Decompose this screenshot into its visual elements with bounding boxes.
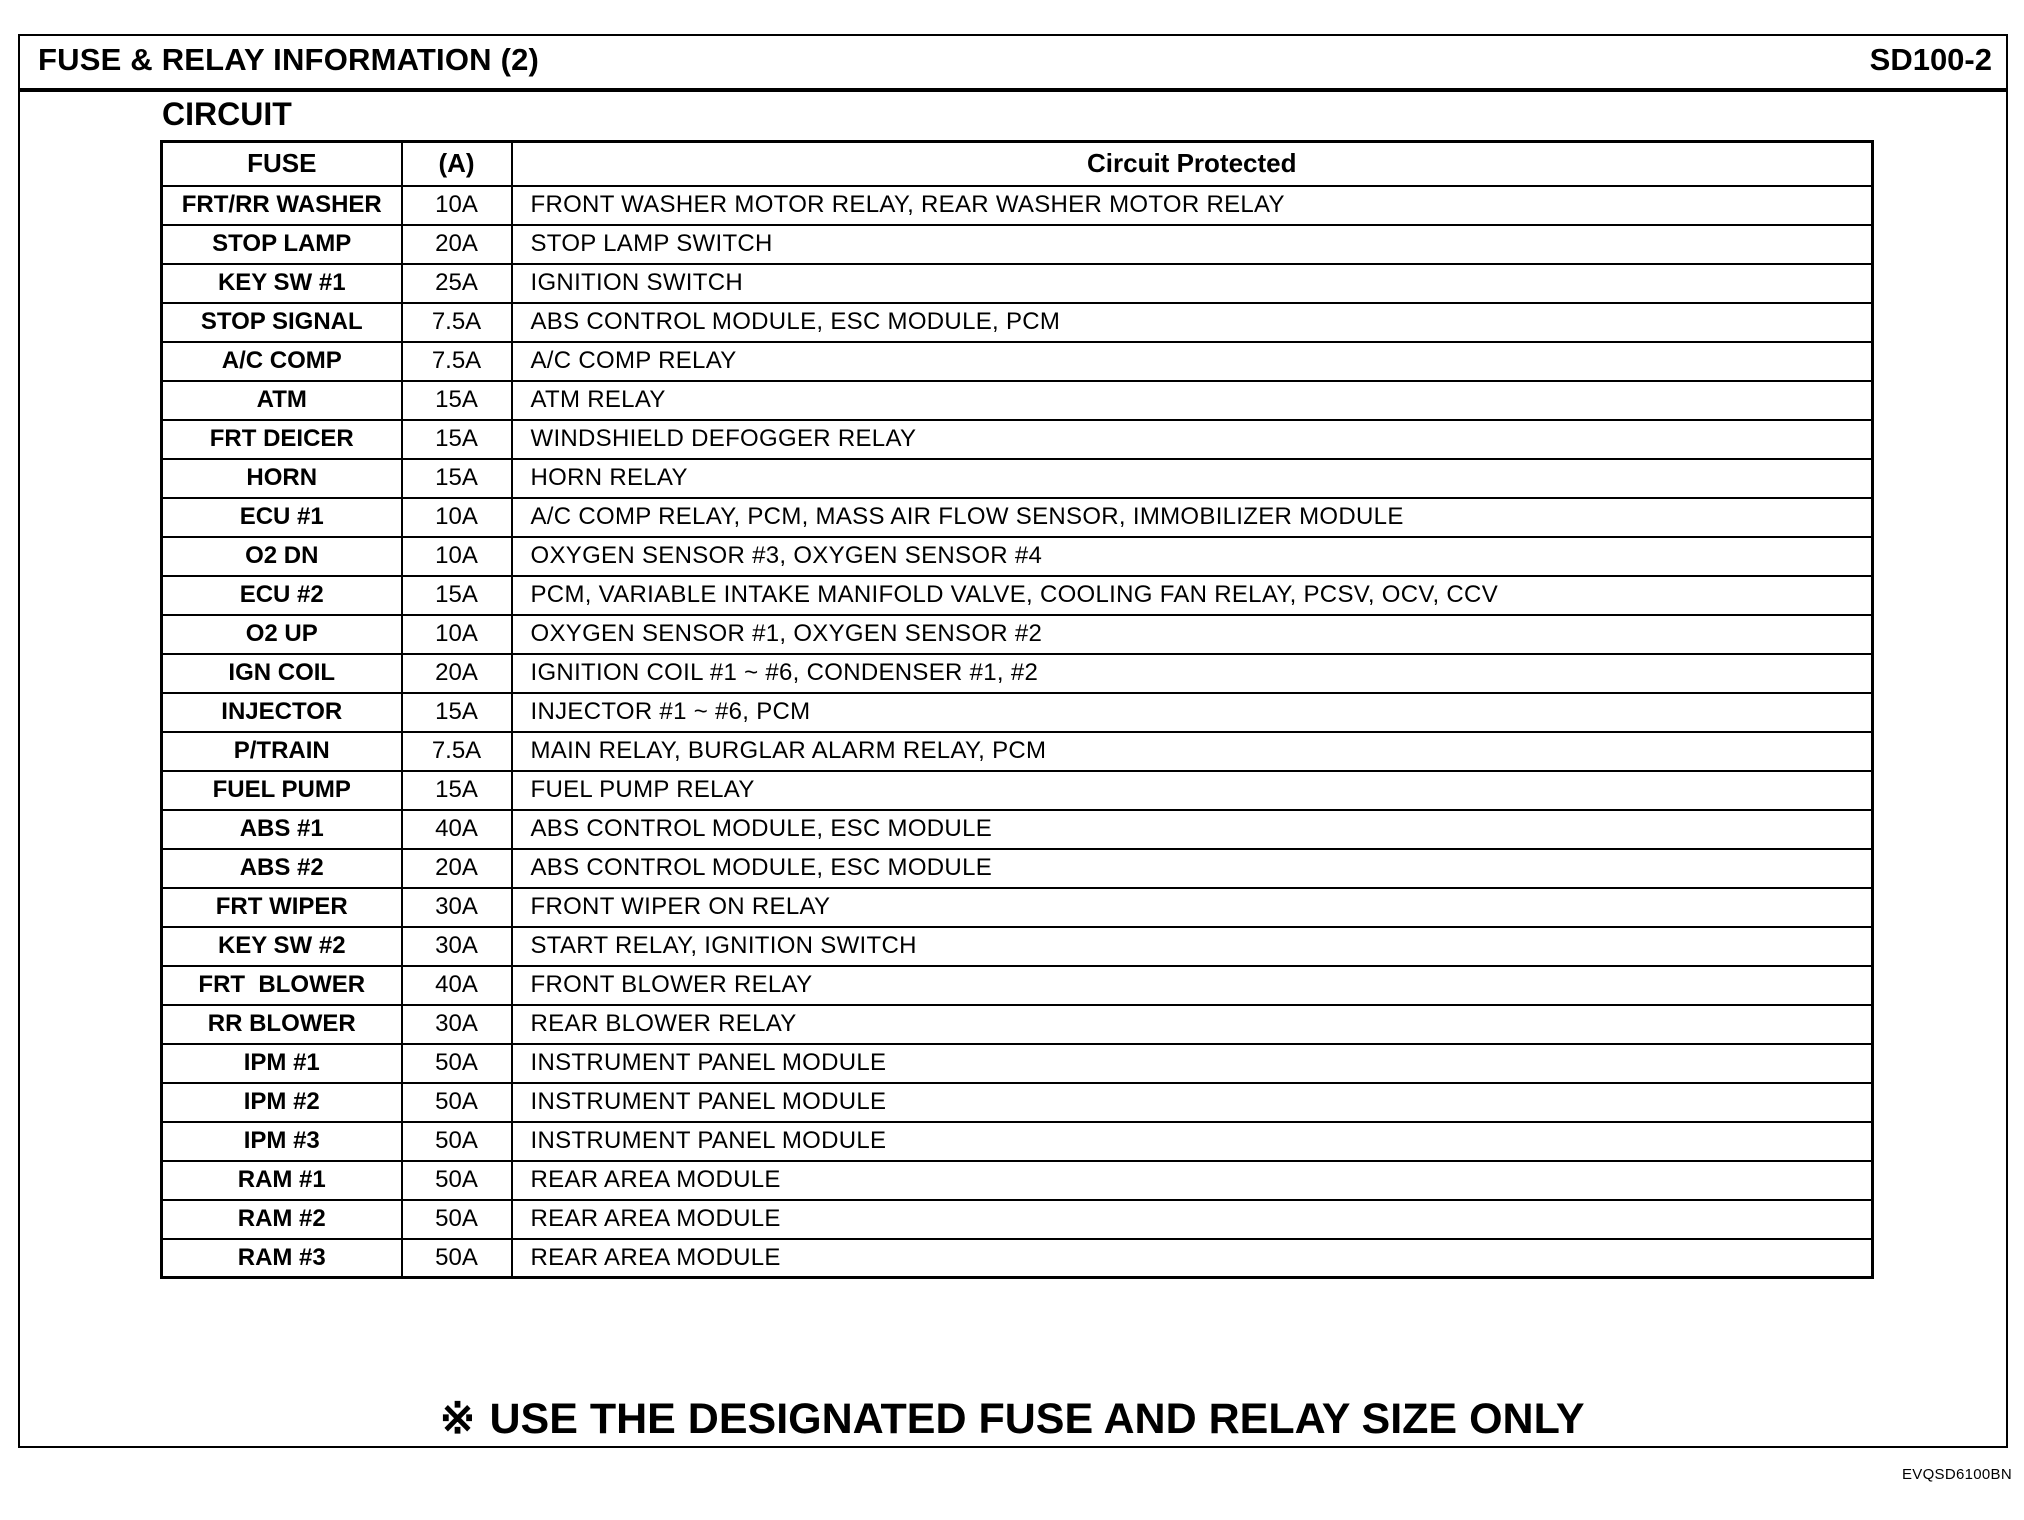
table-row <box>162 849 1873 888</box>
fuse-name-cell: FRT/RR WASHER <box>162 186 402 225</box>
fuse-name-cell: FRT WIPER <box>162 888 402 927</box>
fuse-name-cell: A/C COMP <box>162 342 402 381</box>
page-code: SD100-2 <box>1869 42 1992 77</box>
circuit-cell: REAR AREA MODULE <box>512 1200 1873 1239</box>
column-header-amperage: (A) <box>402 142 512 186</box>
circuit-cell: REAR AREA MODULE <box>512 1239 1873 1278</box>
amperage-cell: 15A <box>402 693 512 732</box>
circuit-cell: HORN RELAY <box>512 459 1873 498</box>
amperage-cell: 15A <box>402 576 512 615</box>
fuse-table <box>160 140 1874 1279</box>
fuse-name-cell: FRT BLOWER <box>162 966 402 1005</box>
amperage-cell: 15A <box>402 771 512 810</box>
fuse-name-cell: STOP SIGNAL <box>162 303 402 342</box>
circuit-cell: FRONT WIPER ON RELAY <box>512 888 1873 927</box>
circuit-cell: REAR AREA MODULE <box>512 1161 1873 1200</box>
table-row <box>162 1005 1873 1044</box>
circuit-cell: INSTRUMENT PANEL MODULE <box>512 1044 1873 1083</box>
fuse-name-cell: RAM #1 <box>162 1161 402 1200</box>
circuit-cell: START RELAY, IGNITION SWITCH <box>512 927 1873 966</box>
column-header-circuit: Circuit Protected <box>512 142 1873 186</box>
table-row <box>162 459 1873 498</box>
table-row <box>162 654 1873 693</box>
column-header-fuse: FUSE <box>162 142 402 186</box>
table-row <box>162 342 1873 381</box>
fuse-name-cell: P/TRAIN <box>162 732 402 771</box>
table-row <box>162 1239 1873 1278</box>
fuse-name-cell: ABS #2 <box>162 849 402 888</box>
table-row <box>162 537 1873 576</box>
table-row <box>162 1044 1873 1083</box>
table-row <box>162 966 1873 1005</box>
circuit-cell: OXYGEN SENSOR #1, OXYGEN SENSOR #2 <box>512 615 1873 654</box>
fuse-name-cell: ECU #2 <box>162 576 402 615</box>
page-header <box>20 34 2008 92</box>
table-body <box>162 186 1873 1278</box>
table-row <box>162 264 1873 303</box>
amperage-cell: 25A <box>402 264 512 303</box>
fuse-name-cell: RAM #3 <box>162 1239 402 1278</box>
amperage-cell: 20A <box>402 849 512 888</box>
circuit-cell: STOP LAMP SWITCH <box>512 225 1873 264</box>
circuit-cell: FRONT WASHER MOTOR RELAY, REAR WASHER MOTOR RELAY <box>512 186 1873 225</box>
fuse-name-cell: KEY SW #1 <box>162 264 402 303</box>
amperage-cell: 30A <box>402 927 512 966</box>
table-row <box>162 1200 1873 1239</box>
reference-mark-icon: ※ <box>439 1395 476 1443</box>
fuse-name-cell: IGN COIL <box>162 654 402 693</box>
circuit-cell: IGNITION SWITCH <box>512 264 1873 303</box>
table-row <box>162 810 1873 849</box>
fuse-name-cell: KEY SW #2 <box>162 927 402 966</box>
fuse-name-cell: ECU #1 <box>162 498 402 537</box>
amperage-cell: 50A <box>402 1044 512 1083</box>
amperage-cell: 20A <box>402 225 512 264</box>
section-title: CIRCUIT <box>162 96 292 132</box>
amperage-cell: 15A <box>402 381 512 420</box>
table-row <box>162 693 1873 732</box>
amperage-cell: 40A <box>402 810 512 849</box>
table-row <box>162 1161 1873 1200</box>
circuit-cell: INJECTOR #1 ~ #6, PCM <box>512 693 1873 732</box>
fuse-name-cell: HORN <box>162 459 402 498</box>
amperage-cell: 7.5A <box>402 342 512 381</box>
circuit-cell: OXYGEN SENSOR #3, OXYGEN SENSOR #4 <box>512 537 1873 576</box>
circuit-cell: IGNITION COIL #1 ~ #6, CONDENSER #1, #2 <box>512 654 1873 693</box>
table-row <box>162 303 1873 342</box>
fuse-name-cell: RAM #2 <box>162 1200 402 1239</box>
amperage-cell: 10A <box>402 615 512 654</box>
page-title: FUSE & RELAY INFORMATION (2) <box>38 42 540 77</box>
fuse-name-cell: IPM #1 <box>162 1044 402 1083</box>
amperage-cell: 10A <box>402 537 512 576</box>
amperage-cell: 50A <box>402 1122 512 1161</box>
fuse-name-cell: ABS #1 <box>162 810 402 849</box>
circuit-cell: A/C COMP RELAY <box>512 342 1873 381</box>
amperage-cell: 40A <box>402 966 512 1005</box>
circuit-cell: ABS CONTROL MODULE, ESC MODULE, PCM <box>512 303 1873 342</box>
amperage-cell: 15A <box>402 420 512 459</box>
table-row <box>162 888 1873 927</box>
fuse-name-cell: INJECTOR <box>162 693 402 732</box>
amperage-cell: 30A <box>402 888 512 927</box>
amperage-cell: 30A <box>402 1005 512 1044</box>
table-row <box>162 420 1873 459</box>
table-row <box>162 1122 1873 1161</box>
fuse-name-cell: ATM <box>162 381 402 420</box>
fuse-name-cell: O2 UP <box>162 615 402 654</box>
amperage-cell: 50A <box>402 1161 512 1200</box>
fuse-name-cell: STOP LAMP <box>162 225 402 264</box>
table-row <box>162 771 1873 810</box>
table-row <box>162 381 1873 420</box>
fuse-name-cell: IPM #2 <box>162 1083 402 1122</box>
fuse-name-cell: FRT DEICER <box>162 420 402 459</box>
notice-text: USE THE DESIGNATED FUSE AND RELAY SIZE ONLY <box>489 1395 1585 1443</box>
circuit-cell: A/C COMP RELAY, PCM, MASS AIR FLOW SENSOR, IMMOBILIZER MODULE <box>512 498 1873 537</box>
circuit-cell: REAR BLOWER RELAY <box>512 1005 1873 1044</box>
table-row <box>162 615 1873 654</box>
circuit-cell: FUEL PUMP RELAY <box>512 771 1873 810</box>
table-row <box>162 927 1873 966</box>
circuit-cell: INSTRUMENT PANEL MODULE <box>512 1122 1873 1161</box>
circuit-cell: MAIN RELAY, BURGLAR ALARM RELAY, PCM <box>512 732 1873 771</box>
fuse-name-cell: RR BLOWER <box>162 1005 402 1044</box>
circuit-cell: ABS CONTROL MODULE, ESC MODULE <box>512 849 1873 888</box>
table-row <box>162 186 1873 225</box>
table-row <box>162 225 1873 264</box>
circuit-cell: FRONT BLOWER RELAY <box>512 966 1873 1005</box>
amperage-cell: 50A <box>402 1083 512 1122</box>
table-row <box>162 732 1873 771</box>
amperage-cell: 7.5A <box>402 303 512 342</box>
table-row <box>162 1083 1873 1122</box>
amperage-cell: 50A <box>402 1239 512 1278</box>
amperage-cell: 15A <box>402 459 512 498</box>
amperage-cell: 10A <box>402 498 512 537</box>
table-row <box>162 498 1873 537</box>
fuse-name-cell: FUEL PUMP <box>162 771 402 810</box>
fuse-name-cell: IPM #3 <box>162 1122 402 1161</box>
circuit-cell: ABS CONTROL MODULE, ESC MODULE <box>512 810 1873 849</box>
circuit-cell: WINDSHIELD DEFOGGER RELAY <box>512 420 1873 459</box>
fuse-name-cell: O2 DN <box>162 537 402 576</box>
table-header-row <box>162 142 1873 186</box>
circuit-cell: PCM, VARIABLE INTAKE MANIFOLD VALVE, COOLING FAN RELAY, PCSV, OCV, CCV <box>512 576 1873 615</box>
document-code: EVQSD6100BN <box>1901 1466 2012 1483</box>
amperage-cell: 20A <box>402 654 512 693</box>
circuit-cell: ATM RELAY <box>512 381 1873 420</box>
circuit-cell: INSTRUMENT PANEL MODULE <box>512 1083 1873 1122</box>
amperage-cell: 7.5A <box>402 732 512 771</box>
amperage-cell: 10A <box>402 186 512 225</box>
amperage-cell: 50A <box>402 1200 512 1239</box>
table-row <box>162 576 1873 615</box>
notice <box>0 1394 2024 1444</box>
